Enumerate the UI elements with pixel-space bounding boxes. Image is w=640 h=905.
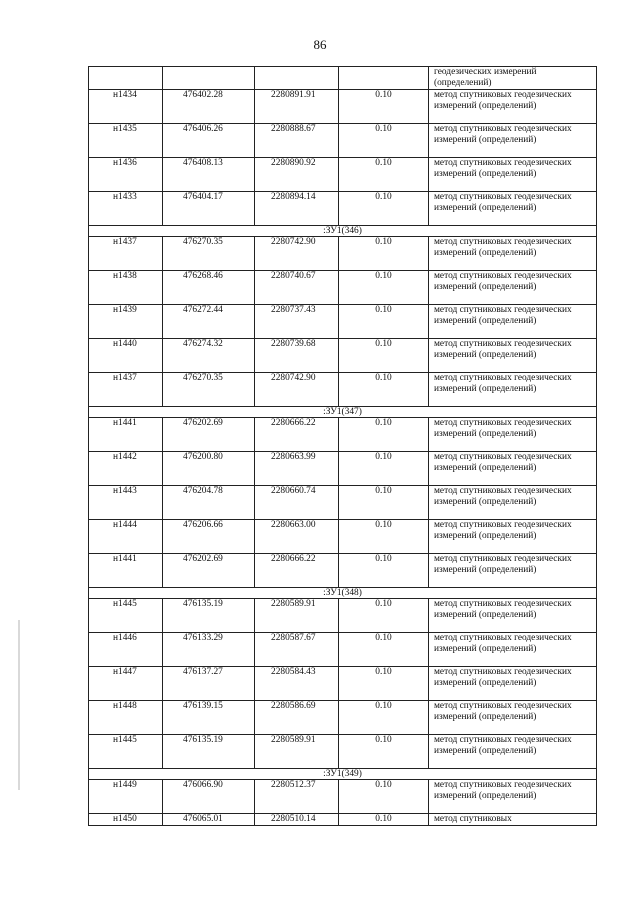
cell-x: 476204.78 — [163, 486, 255, 520]
table-row — [89, 599, 597, 633]
table-row — [89, 452, 597, 486]
cell-x: 476066.90 — [163, 780, 255, 814]
cell-point: н1440 — [89, 339, 163, 373]
cell-y: 2280589.91 — [255, 735, 339, 769]
cell-error: 0.10 — [339, 271, 429, 305]
cell-point: н1442 — [89, 452, 163, 486]
cell-y: 2280663.99 — [255, 452, 339, 486]
cell-x: 476270.35 — [163, 237, 255, 271]
cell-y: 2280586.69 — [255, 701, 339, 735]
table-row — [89, 520, 597, 554]
cell-method: метод спутниковых геодезических измерений (определений) — [429, 486, 597, 520]
cell-method: метод спутниковых геодезических измерений (определений) — [429, 780, 597, 814]
scan-edge-shadow — [18, 620, 20, 790]
group-label: :ЗУ1(349) — [89, 769, 597, 780]
table-row-continuation — [89, 67, 597, 90]
cell-x: 476406.26 — [163, 124, 255, 158]
cell-method: метод спутниковых геодезических измерений (определений) — [429, 701, 597, 735]
group-label: :ЗУ1(347) — [89, 407, 597, 418]
cell-point: н1441 — [89, 554, 163, 588]
cell-y: 2280891.91 — [255, 90, 339, 124]
cell-method: метод спутниковых геодезических измерений (определений) — [429, 452, 597, 486]
cell-method: метод спутниковых геодезических измерений (определений) — [429, 418, 597, 452]
cell-x: 476268.46 — [163, 271, 255, 305]
cell-error: 0.10 — [339, 667, 429, 701]
cell-point: н1436 — [89, 158, 163, 192]
cell-x: 476272.44 — [163, 305, 255, 339]
cell-error: 0.10 — [339, 633, 429, 667]
cell-point: н1434 — [89, 90, 163, 124]
cell-y: 2280587.67 — [255, 633, 339, 667]
cell-error: 0.10 — [339, 339, 429, 373]
cell-x: 476133.29 — [163, 633, 255, 667]
cell-x: 476274.32 — [163, 339, 255, 373]
table-row — [89, 237, 597, 271]
group-header-row — [89, 588, 597, 599]
cell-error: 0.10 — [339, 520, 429, 554]
table-row — [89, 633, 597, 667]
cell-error: 0.10 — [339, 814, 429, 826]
cell-point: н1447 — [89, 667, 163, 701]
cell-x: 476206.66 — [163, 520, 255, 554]
cell-x: 476135.19 — [163, 599, 255, 633]
cell-error: 0.10 — [339, 237, 429, 271]
table-row — [89, 735, 597, 769]
cell-y: 2280888.67 — [255, 124, 339, 158]
cell-point: н1443 — [89, 486, 163, 520]
cell-method: метод спутниковых геодезических измерений (определений) — [429, 237, 597, 271]
cell-error: 0.10 — [339, 486, 429, 520]
table-row — [89, 780, 597, 814]
cell-x: 476065.01 — [163, 814, 255, 826]
cell-method: метод спутниковых геодезических измерений (определений) — [429, 667, 597, 701]
cell-y: 2280584.43 — [255, 667, 339, 701]
group-label: :ЗУ1(346) — [89, 226, 597, 237]
group-label: :ЗУ1(348) — [89, 588, 597, 599]
cell-x: 476402.28 — [163, 90, 255, 124]
cell-point: н1445 — [89, 599, 163, 633]
cell-x: 476202.69 — [163, 554, 255, 588]
cell-error: 0.10 — [339, 192, 429, 226]
cell-method: геодезических измерений (определений) — [429, 67, 597, 90]
cell-method: метод спутниковых геодезических измерений (определений) — [429, 90, 597, 124]
table-row — [89, 373, 597, 407]
cell-error: 0.10 — [339, 452, 429, 486]
cell-error — [339, 67, 429, 90]
cell-method: метод спутниковых геодезических измерений (определений) — [429, 735, 597, 769]
cell-x: 476408.13 — [163, 158, 255, 192]
cell-y: 2280894.14 — [255, 192, 339, 226]
cell-x: 476200.80 — [163, 452, 255, 486]
cell-error: 0.10 — [339, 158, 429, 192]
cell-y: 2280740.67 — [255, 271, 339, 305]
cell-point: н1449 — [89, 780, 163, 814]
cell-y: 2280512.37 — [255, 780, 339, 814]
cell-x: 476137.27 — [163, 667, 255, 701]
cell-point: н1433 — [89, 192, 163, 226]
cell-error: 0.10 — [339, 554, 429, 588]
cell-error: 0.10 — [339, 124, 429, 158]
cell-y: 2280742.90 — [255, 373, 339, 407]
page-number: 86 — [313, 37, 327, 52]
cell-x: 476270.35 — [163, 373, 255, 407]
cell-error: 0.10 — [339, 701, 429, 735]
cell-x: 476139.15 — [163, 701, 255, 735]
table-row — [89, 192, 597, 226]
cell-method: метод спутниковых геодезических измерений (определений) — [429, 633, 597, 667]
cell-error: 0.10 — [339, 780, 429, 814]
cell-point: н1435 — [89, 124, 163, 158]
cell-error: 0.10 — [339, 418, 429, 452]
coordinates-table-body — [89, 67, 597, 826]
cell-y: 2280510.14 — [255, 814, 339, 826]
cell-method: метод спутниковых геодезических измерений (определений) — [429, 158, 597, 192]
cell-point: н1450 — [89, 814, 163, 826]
cell-point: н1446 — [89, 633, 163, 667]
cell-error: 0.10 — [339, 373, 429, 407]
cell-error: 0.10 — [339, 599, 429, 633]
group-header-row — [89, 769, 597, 780]
table-row — [89, 90, 597, 124]
cell-y: 2280737.43 — [255, 305, 339, 339]
cell-method: метод спутниковых геодезических измерений (определений) — [429, 554, 597, 588]
coordinates-table — [88, 66, 597, 826]
cell-y: 2280663.00 — [255, 520, 339, 554]
cell-point — [89, 67, 163, 90]
cell-y: 2280666.22 — [255, 554, 339, 588]
cell-method: метод спутниковых геодезических измерений (определений) — [429, 373, 597, 407]
cell-method: метод спутниковых геодезических измерений (определений) — [429, 271, 597, 305]
cell-method: метод спутниковых — [429, 814, 597, 826]
table-row — [89, 667, 597, 701]
table-row — [89, 486, 597, 520]
cell-point: н1448 — [89, 701, 163, 735]
cell-point: н1444 — [89, 520, 163, 554]
cell-y: 2280660.74 — [255, 486, 339, 520]
table-row — [89, 701, 597, 735]
cell-point: н1445 — [89, 735, 163, 769]
group-header-row — [89, 226, 597, 237]
table-row — [89, 339, 597, 373]
cell-error: 0.10 — [339, 305, 429, 339]
cell-y — [255, 67, 339, 90]
table-row — [89, 814, 597, 826]
cell-x: 476135.19 — [163, 735, 255, 769]
cell-y: 2280742.90 — [255, 237, 339, 271]
cell-y: 2280890.92 — [255, 158, 339, 192]
cell-point: н1439 — [89, 305, 163, 339]
cell-x: 476404.17 — [163, 192, 255, 226]
table-row — [89, 418, 597, 452]
cell-error: 0.10 — [339, 90, 429, 124]
cell-method: метод спутниковых геодезических измерений (определений) — [429, 339, 597, 373]
cell-y: 2280739.68 — [255, 339, 339, 373]
cell-method: метод спутниковых геодезических измерений (определений) — [429, 520, 597, 554]
cell-x — [163, 67, 255, 90]
cell-method: метод спутниковых геодезических измерений (определений) — [429, 124, 597, 158]
cell-method: метод спутниковых геодезических измерений (определений) — [429, 305, 597, 339]
cell-y: 2280666.22 — [255, 418, 339, 452]
cell-x: 476202.69 — [163, 418, 255, 452]
cell-point: н1441 — [89, 418, 163, 452]
group-header-row — [89, 407, 597, 418]
cell-point: н1437 — [89, 237, 163, 271]
table-row — [89, 305, 597, 339]
table-row — [89, 554, 597, 588]
cell-method: метод спутниковых геодезических измерений (определений) — [429, 599, 597, 633]
cell-point: н1438 — [89, 271, 163, 305]
table-row — [89, 158, 597, 192]
cell-error: 0.10 — [339, 735, 429, 769]
cell-point: н1437 — [89, 373, 163, 407]
table-row — [89, 124, 597, 158]
cell-y: 2280589.91 — [255, 599, 339, 633]
cell-method: метод спутниковых геодезических измерений (определений) — [429, 192, 597, 226]
table-row — [89, 271, 597, 305]
